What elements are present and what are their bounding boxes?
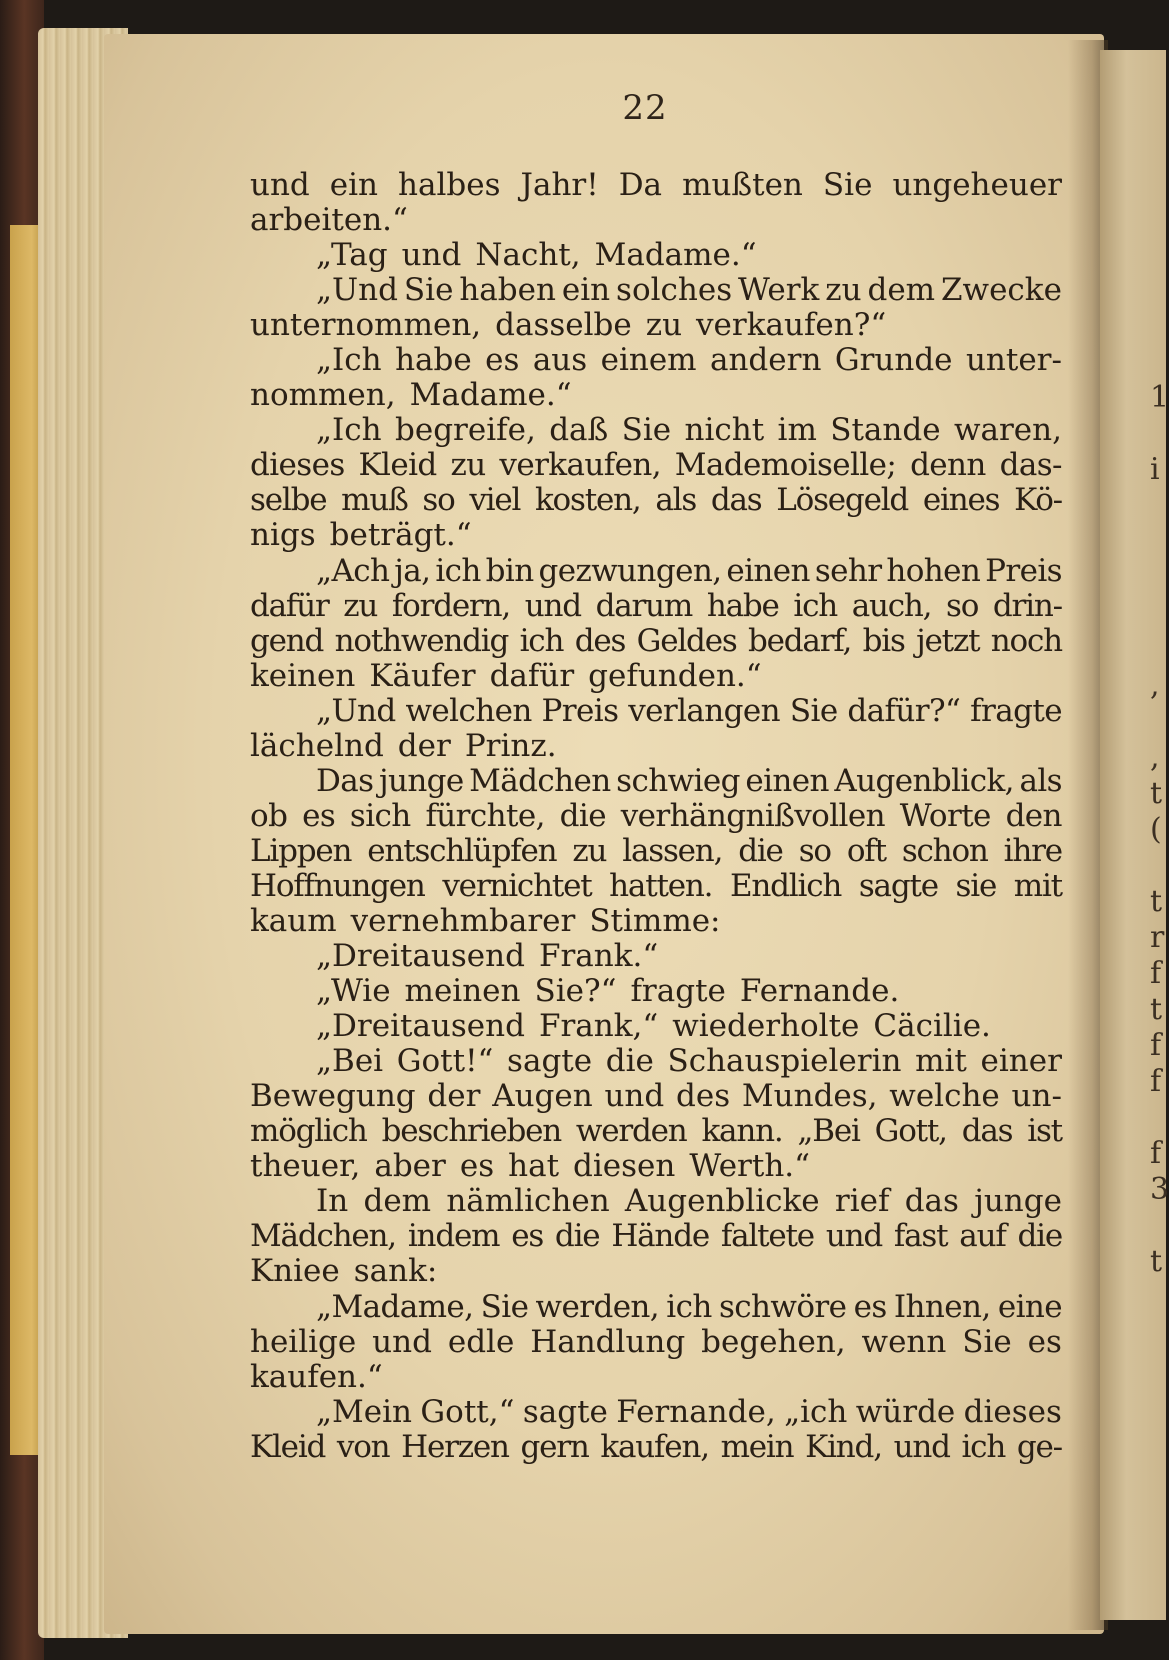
word: Zwecke: [941, 272, 1062, 309]
text-line: [250, 1430, 1062, 1465]
word: lassen,: [622, 832, 723, 869]
word: so: [422, 482, 455, 519]
text-line: [250, 518, 1062, 553]
word: gend: [250, 622, 324, 659]
word: sank:: [353, 1253, 438, 1290]
word: würde: [855, 1393, 956, 1430]
text-line: [250, 1325, 1062, 1360]
word: Kind,: [805, 1428, 882, 1465]
text-line: [250, 869, 1062, 904]
word: Kö-: [1014, 482, 1062, 519]
word: Mädchen: [469, 762, 611, 799]
text-line: [250, 1184, 1062, 1219]
word: sie: [955, 867, 997, 904]
word: „Tag: [316, 237, 388, 274]
word: selbe: [250, 482, 327, 519]
word: Mundes,: [741, 1078, 878, 1115]
word: theuer,: [250, 1148, 361, 1185]
word: von: [336, 1428, 390, 1465]
word: eine: [997, 1288, 1062, 1325]
word: begreife,: [395, 412, 536, 449]
word: rief: [834, 1183, 890, 1220]
word: andern: [709, 342, 822, 379]
word: Worte: [899, 797, 991, 834]
word: und: [825, 1218, 882, 1255]
word: fast: [893, 1218, 948, 1255]
text-line: [250, 1079, 1062, 1114]
word: Handlung: [530, 1323, 686, 1360]
word: heilige: [250, 1323, 357, 1360]
word: edle: [447, 1323, 515, 1360]
word: darum: [595, 587, 693, 624]
word: denn: [910, 447, 986, 484]
word: Mädchen,: [250, 1218, 396, 1255]
word: zu: [572, 832, 607, 869]
word: welchen: [405, 692, 532, 729]
word: Fernande,: [616, 1393, 776, 1430]
text-line: [250, 1009, 1062, 1044]
word: Madame.“: [594, 237, 757, 274]
word: zu: [825, 272, 862, 309]
word: fürchte,: [425, 797, 545, 834]
word: ich: [666, 1288, 712, 1325]
word: Sie?“: [534, 973, 617, 1010]
word: und: [604, 1078, 665, 1115]
word: Grunde: [834, 342, 953, 379]
word: vernehmbarer: [350, 902, 576, 939]
text-line: [250, 308, 1062, 343]
word: gefunden.“: [588, 657, 762, 694]
word: oft: [846, 832, 886, 869]
word: begehen,: [701, 1323, 846, 1360]
text-line: [250, 1360, 1062, 1395]
word: junge: [974, 1183, 1062, 1220]
word: zu: [645, 307, 683, 344]
word: ist: [1027, 1113, 1062, 1150]
word: halbes: [398, 167, 501, 203]
word: kaum: [250, 902, 337, 939]
word: arbeiten.“: [250, 202, 408, 239]
text-line: [250, 1149, 1062, 1184]
word: Stande: [830, 412, 941, 449]
body-text: [250, 168, 1062, 1465]
word: Endlich: [729, 867, 842, 904]
word: so: [798, 832, 831, 869]
word: kaufen.“: [250, 1358, 383, 1395]
word: schwöre: [718, 1288, 847, 1325]
word: auch,: [851, 587, 932, 624]
word: Kleid: [250, 1428, 326, 1465]
word: Sie: [403, 272, 454, 309]
word: das: [961, 1113, 1013, 1150]
word: werden: [575, 1113, 687, 1150]
word: Lösegeld: [776, 482, 909, 519]
word: „Und: [316, 272, 398, 309]
word: lächelnd: [250, 727, 384, 764]
word: nigs: [250, 517, 316, 554]
word: dieses: [250, 447, 345, 484]
word: des: [574, 622, 626, 659]
word: Da: [618, 167, 663, 203]
text-line: [250, 1254, 1062, 1289]
word: dem: [363, 1183, 432, 1220]
word: kosten,: [534, 482, 641, 519]
word: sagte: [522, 1393, 608, 1430]
word: dafür?“: [847, 692, 961, 729]
word: sich: [349, 797, 411, 834]
word: faltete: [720, 1218, 814, 1255]
word: noch: [990, 622, 1062, 659]
word: es: [459, 1148, 495, 1185]
word: und: [250, 167, 310, 203]
word: aber: [374, 1148, 446, 1185]
word: junge: [378, 762, 464, 799]
word: ich: [793, 587, 838, 624]
word: Bewegung: [250, 1078, 416, 1115]
word: „Wie: [316, 973, 391, 1010]
text-line: [250, 834, 1062, 869]
word: ob: [250, 797, 288, 834]
word: hat: [508, 1148, 560, 1185]
word: Herzen: [401, 1428, 509, 1465]
word: fordern,: [391, 587, 511, 624]
word: daß: [549, 412, 609, 449]
word: jetzt: [916, 622, 980, 659]
text-line: [250, 974, 1062, 1009]
word: Schauspielerin: [667, 1043, 902, 1080]
word: und: [372, 1323, 432, 1360]
word: dafür: [489, 657, 575, 694]
word: einen: [745, 762, 829, 799]
word: „Madame,: [316, 1288, 474, 1325]
word: wenn: [861, 1323, 947, 1360]
text-line: [250, 624, 1062, 659]
text-line: [250, 343, 1062, 378]
word: kann.: [701, 1113, 783, 1150]
word: bis: [862, 622, 905, 659]
word: sagte: [507, 1043, 593, 1080]
text-line: [250, 1219, 1062, 1254]
word: indem: [407, 1218, 500, 1255]
word: unter-: [965, 342, 1062, 379]
text-line: [250, 1114, 1062, 1149]
word: und: [401, 237, 462, 274]
word: bedarf,: [748, 622, 852, 659]
word: „Mein: [316, 1393, 413, 1430]
word: einer: [980, 1043, 1062, 1080]
word: mit: [1013, 867, 1062, 904]
text-line: [250, 378, 1062, 413]
word: das-: [999, 447, 1062, 484]
word: entschlüpfen: [367, 832, 557, 869]
word: Frank.“: [538, 938, 659, 975]
word: die: [554, 1218, 600, 1255]
word: und: [524, 587, 581, 624]
text-line: [250, 273, 1062, 308]
word: Mademoiselle;: [674, 447, 897, 484]
word: meinen: [404, 973, 521, 1010]
word: Preis: [985, 552, 1062, 589]
word: keinen: [250, 657, 356, 694]
word: Augenblick,: [834, 762, 1014, 799]
word: Hände: [611, 1218, 709, 1255]
word: eines: [922, 482, 1000, 519]
word: bin: [485, 552, 534, 589]
adjacent-page-text-fragments: 1 i , , t ( t r f t f f f 3 t: [1150, 380, 1169, 1279]
word: Hoffnungen: [250, 867, 425, 904]
word: „Dreitausend: [316, 1008, 525, 1045]
word: es: [302, 797, 336, 834]
word: im: [777, 412, 817, 449]
word: viel: [469, 482, 521, 519]
word: ich: [519, 622, 564, 659]
word: die: [1017, 1218, 1062, 1255]
word: Käufer: [369, 657, 476, 694]
word: beschrieben: [381, 1113, 562, 1150]
word: Augen: [492, 1078, 593, 1115]
word: gern: [520, 1428, 589, 1465]
word: „Bei: [797, 1113, 860, 1150]
word: gezwungen,: [538, 552, 722, 589]
word: als: [655, 482, 697, 519]
text-line: [250, 1290, 1062, 1325]
word: Gott,: [874, 1113, 947, 1150]
word: kaufen,: [600, 1428, 709, 1465]
word: „Ach: [316, 552, 390, 589]
word: waren,: [953, 412, 1062, 449]
text-line: [250, 1044, 1062, 1079]
word: verkaufen?“: [696, 307, 887, 344]
word: Ihnen,: [893, 1288, 991, 1325]
word: vernichtet: [442, 867, 592, 904]
text-line: [250, 589, 1062, 624]
text-line: [250, 939, 1062, 974]
word: Sie: [789, 692, 838, 729]
word: ein: [561, 272, 611, 309]
word: beträgt.“: [329, 517, 472, 554]
word: Gott!“: [396, 1043, 494, 1080]
word: so: [946, 587, 979, 624]
text-line: [250, 659, 1062, 694]
text-line: [250, 238, 1062, 273]
word: habe: [395, 342, 472, 379]
word: unternommen,: [250, 307, 482, 344]
word: Fernande.: [739, 973, 900, 1010]
word: ein: [329, 167, 379, 203]
word: mußten: [682, 167, 803, 203]
word: Werk: [738, 272, 820, 309]
word: Werth.“: [689, 1148, 810, 1185]
text-line: [250, 799, 1062, 834]
word: nämlichen: [446, 1183, 610, 1220]
text-line: [250, 694, 1062, 729]
word: möglich: [250, 1113, 367, 1150]
word: ich: [961, 1428, 1006, 1465]
word: Prinz.: [464, 727, 557, 764]
word: der: [397, 727, 451, 764]
word: welche: [889, 1078, 1000, 1115]
word: Cäcilie.: [873, 1008, 991, 1045]
word: aus: [532, 342, 588, 379]
word: verlangen: [628, 692, 781, 729]
word: dieses: [963, 1393, 1062, 1430]
word: Augenblicke: [624, 1183, 820, 1220]
word: einem: [600, 342, 697, 379]
word: schon: [901, 832, 988, 869]
text-line: [250, 729, 1062, 764]
word: Geldes: [636, 622, 737, 659]
word: schwieg: [616, 762, 740, 799]
word: fragte: [630, 973, 726, 1010]
word: Das: [316, 762, 374, 799]
word: nothwendig: [334, 622, 509, 659]
word: zu: [450, 447, 486, 484]
word: „Bei: [316, 1043, 384, 1080]
word: mein: [720, 1428, 794, 1465]
text-line: [250, 448, 1062, 483]
word: Jahr!: [520, 167, 599, 203]
word: die: [605, 1043, 654, 1080]
word: Preis: [541, 692, 619, 729]
word: wiederholte: [672, 1008, 860, 1045]
word: habe: [706, 587, 779, 624]
word: dem: [867, 272, 936, 309]
word: „Dreitausend: [316, 938, 525, 975]
word: Lippen: [250, 832, 352, 869]
word: sagte: [858, 867, 938, 904]
word: „Ich: [316, 342, 382, 379]
text-line: [250, 413, 1062, 448]
text-line: [250, 764, 1062, 799]
word: Madame.“: [409, 377, 572, 414]
text-line: [250, 483, 1062, 518]
word: ihre: [1003, 832, 1062, 869]
word: haben: [459, 272, 556, 309]
word: Sie: [480, 1288, 529, 1325]
word: Kleid: [358, 447, 437, 484]
word: Sie: [621, 412, 672, 449]
word: zu: [343, 587, 378, 624]
word: die: [738, 832, 783, 869]
text-line: [250, 1395, 1062, 1430]
word: dafür: [250, 587, 329, 624]
word: Stimme:: [589, 902, 721, 939]
word: Sie: [822, 167, 873, 203]
word: drin-: [992, 587, 1062, 624]
word: hohen: [886, 552, 981, 589]
word: des: [676, 1078, 731, 1115]
word: auf: [959, 1218, 1006, 1255]
word: der: [427, 1078, 481, 1115]
word: „Ich: [316, 412, 382, 449]
word: nicht: [684, 412, 765, 449]
word: ge-: [1016, 1428, 1062, 1465]
word: mit: [915, 1043, 967, 1080]
word: diesen: [573, 1148, 676, 1185]
word: In: [316, 1183, 349, 1220]
word: verhängnißvollen: [620, 797, 885, 834]
word: fragte: [970, 692, 1062, 729]
word: Gott,“: [420, 1393, 515, 1430]
word: hatten.: [609, 867, 713, 904]
word: Kniee: [250, 1253, 340, 1290]
word: einen: [726, 552, 810, 589]
word: es: [1027, 1323, 1062, 1360]
word: ich: [435, 552, 481, 589]
word: „Und: [316, 692, 396, 729]
word: ja,: [394, 552, 431, 589]
word: solches: [616, 272, 733, 309]
text-line: [250, 554, 1062, 589]
word: Frank,“: [538, 1008, 659, 1045]
word: als: [1019, 762, 1062, 799]
word: die: [559, 797, 606, 834]
word: es: [511, 1218, 544, 1255]
word: nommen,: [250, 377, 396, 414]
word: das: [710, 482, 762, 519]
word: un-: [1011, 1078, 1062, 1115]
word: „ich: [784, 1393, 848, 1430]
word: es: [485, 342, 520, 379]
word: Sie: [962, 1323, 1012, 1360]
word: ungeheuer: [892, 167, 1062, 203]
text-line: [250, 203, 1062, 238]
word: sehr: [814, 552, 882, 589]
word: muß: [341, 482, 408, 519]
word: und: [893, 1428, 950, 1465]
text-line: [250, 168, 1062, 203]
text-line: [250, 904, 1062, 939]
word: verkaufen,: [499, 447, 661, 484]
word: werden,: [535, 1288, 660, 1325]
word: das: [904, 1183, 959, 1220]
page-number: 22: [622, 88, 668, 128]
word: dasselbe: [495, 307, 632, 344]
word: es: [853, 1288, 887, 1325]
word: Nacht,: [475, 237, 581, 274]
word: den: [1005, 797, 1062, 834]
